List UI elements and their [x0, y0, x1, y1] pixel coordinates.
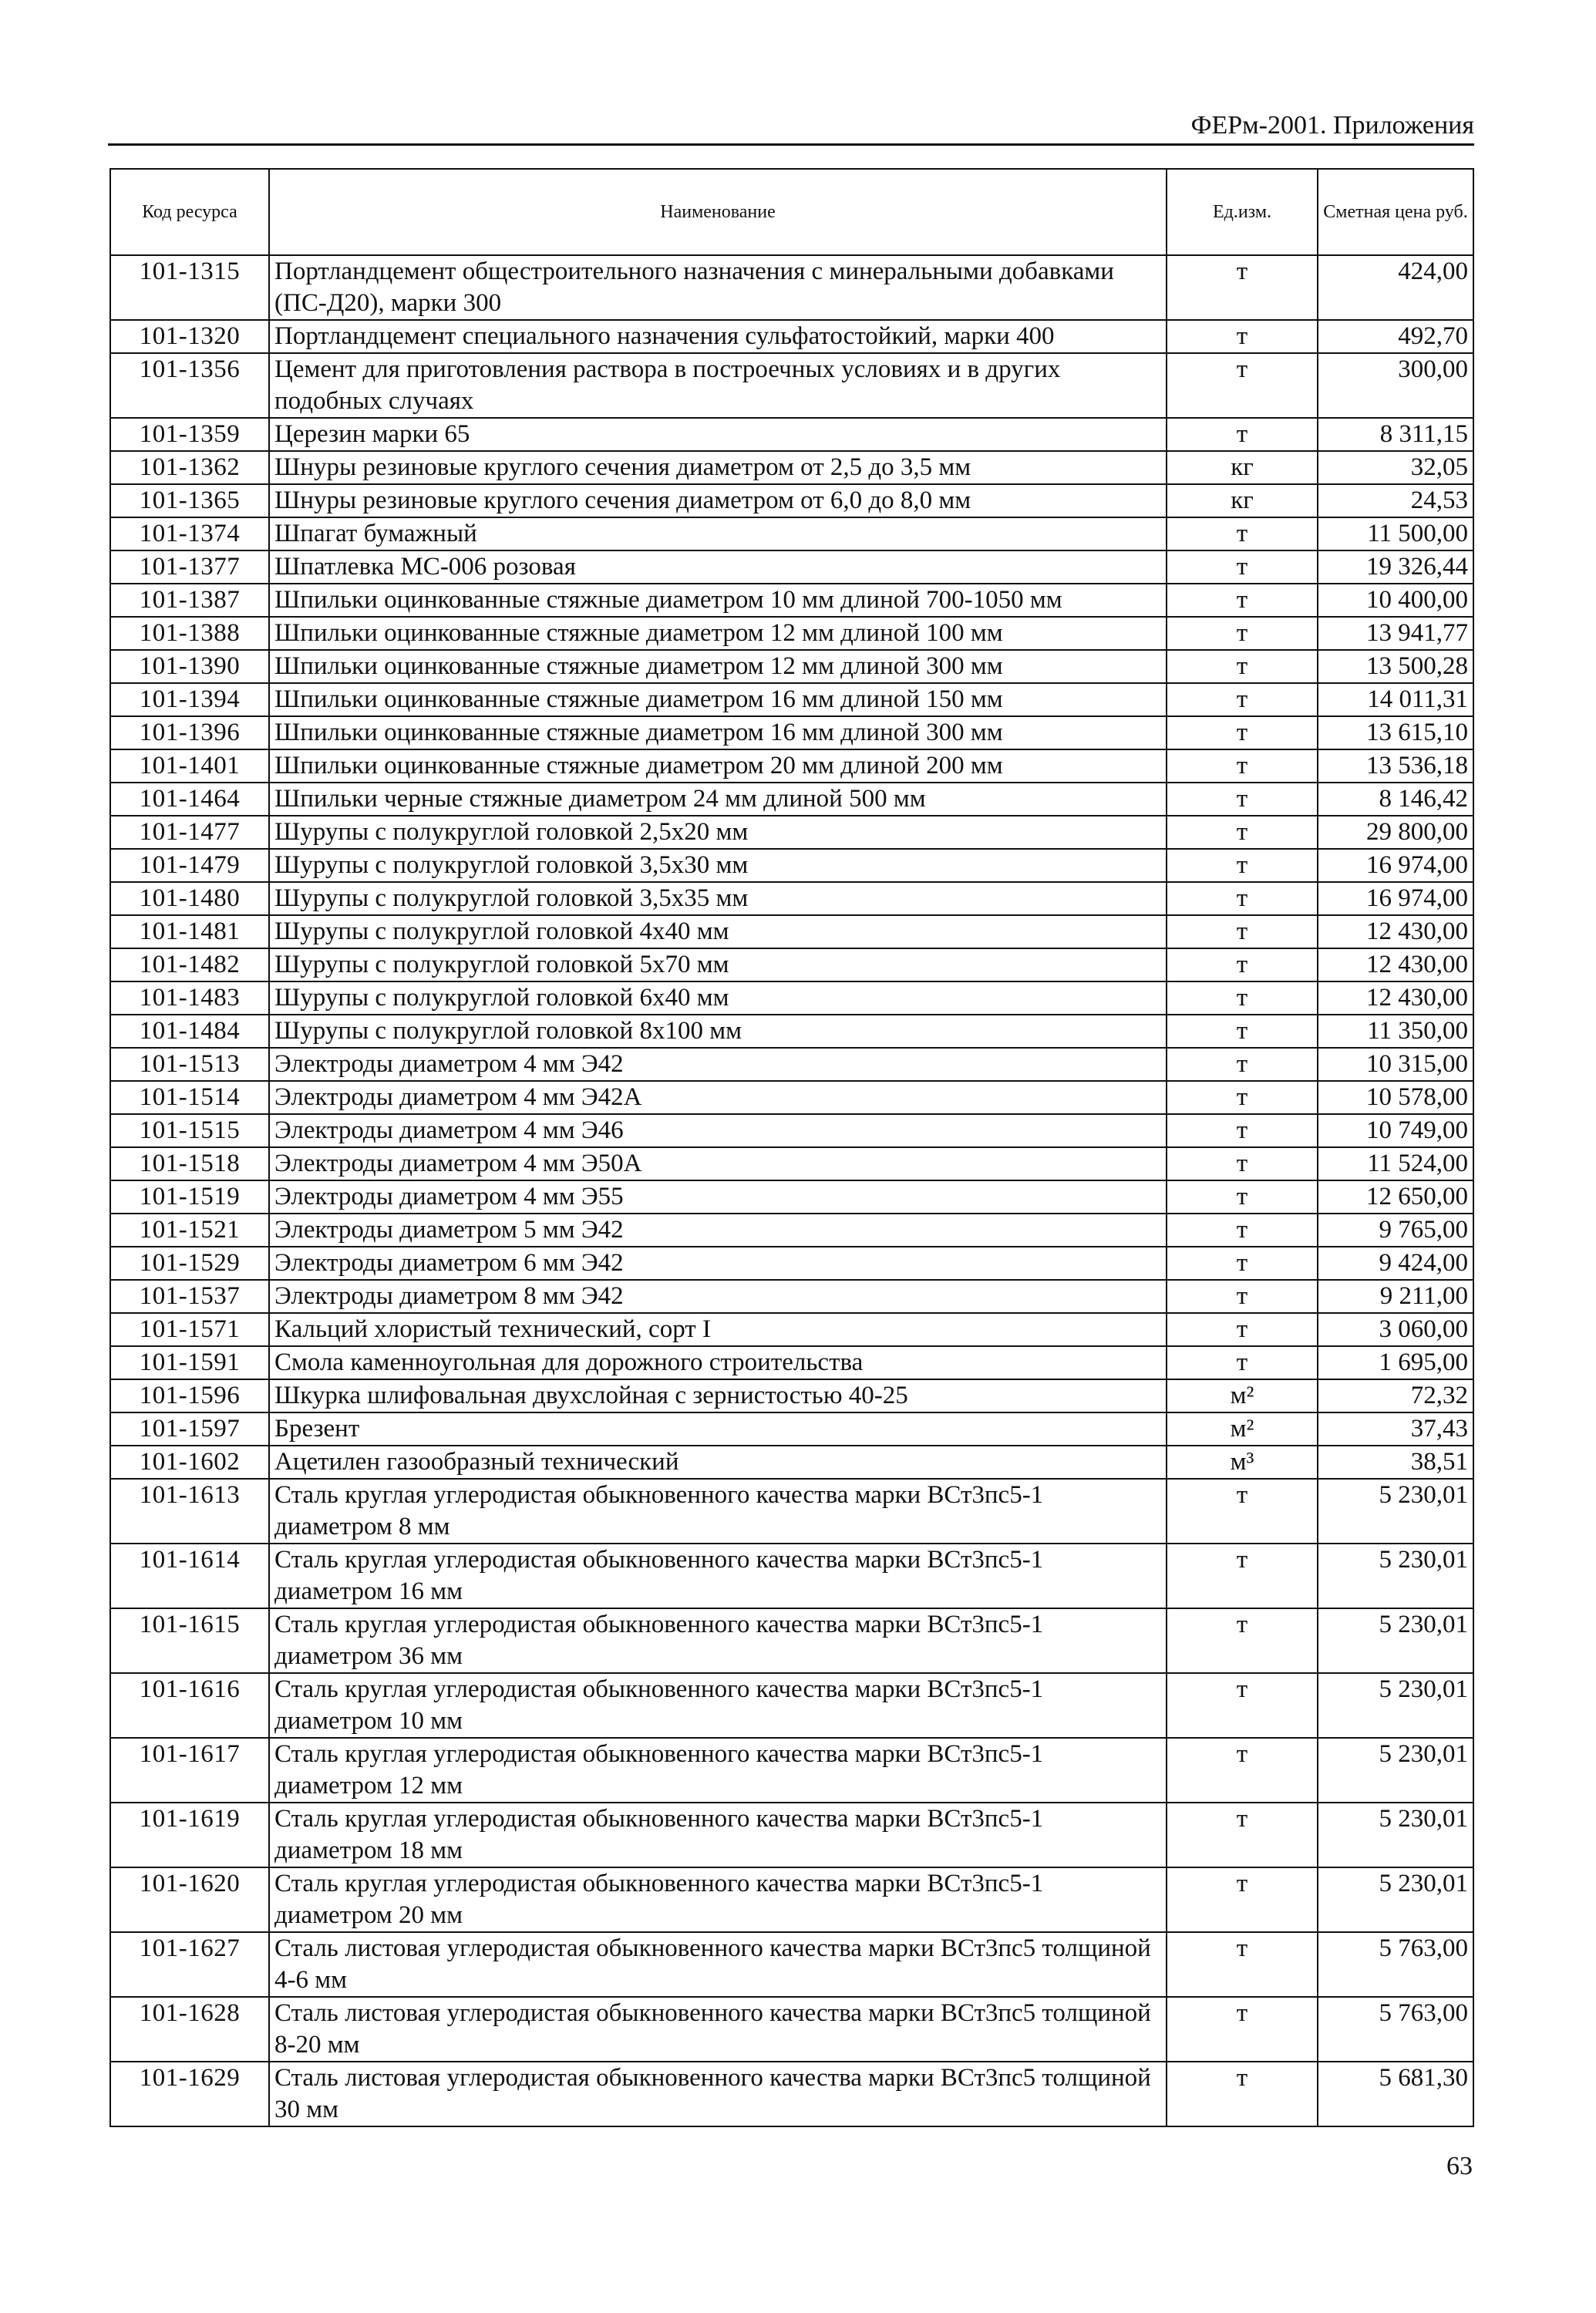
- cell-name: Шпатлевка МС-006 розовая: [269, 550, 1167, 584]
- cell-price: 1 695,00: [1318, 1346, 1473, 1379]
- column-header-unit: Ед.изм.: [1167, 169, 1318, 255]
- cell-name: Сталь круглая углеродистая обыкновенного качества марки ВСт3пс5-1 диаметром 36 мм: [269, 1608, 1167, 1673]
- cell-unit: т: [1167, 981, 1318, 1015]
- cell-code: 101-1518: [110, 1147, 269, 1180]
- cell-unit: т: [1167, 1673, 1318, 1738]
- cell-name: Шнуры резиновые круглого сечения диаметром от 6,0 до 8,0 мм: [269, 484, 1167, 517]
- cell-code: 101-1514: [110, 1081, 269, 1114]
- table-row: [110, 320, 1473, 353]
- cell-code: 101-1482: [110, 948, 269, 981]
- cell-price: 16 974,00: [1318, 849, 1473, 882]
- cell-code: 101-1315: [110, 255, 269, 320]
- cell-unit: т: [1167, 1738, 1318, 1803]
- cell-code: 101-1390: [110, 650, 269, 683]
- cell-code: 101-1387: [110, 584, 269, 617]
- cell-name: Брезент: [269, 1412, 1167, 1446]
- cell-name: Шпильки оцинкованные стяжные диаметром 10 мм длиной 700-1050 мм: [269, 584, 1167, 617]
- cell-unit: т: [1167, 584, 1318, 617]
- cell-unit: т: [1167, 353, 1318, 418]
- table-row: [110, 816, 1473, 849]
- cell-price: 13 615,10: [1318, 716, 1473, 749]
- table-row: [110, 849, 1473, 882]
- cell-code: 101-1619: [110, 1803, 269, 1867]
- cell-name: Электроды диаметром 4 мм Э50А: [269, 1147, 1167, 1180]
- cell-code: 101-1628: [110, 1997, 269, 2062]
- cell-name: Шпагат бумажный: [269, 517, 1167, 550]
- cell-code: 101-1616: [110, 1673, 269, 1738]
- table-row: [110, 915, 1473, 948]
- cell-code: 101-1620: [110, 1867, 269, 1932]
- cell-name: Электроды диаметром 5 мм Э42: [269, 1214, 1167, 1247]
- table-row: [110, 255, 1473, 320]
- cell-name: Цемент для приготовления раствора в построечных условиях и в других подобных случаях: [269, 353, 1167, 418]
- table-row: [110, 1346, 1473, 1379]
- table-row: [110, 1544, 1473, 1608]
- table-row: [110, 484, 1473, 517]
- cell-price: 19 326,44: [1318, 550, 1473, 584]
- table-row: [110, 1247, 1473, 1280]
- cell-name: Шпильки оцинкованные стяжные диаметром 12 мм длиной 300 мм: [269, 650, 1167, 683]
- table-row: [110, 749, 1473, 783]
- column-header-price: Сметная цена руб.: [1318, 169, 1473, 255]
- cell-name: Электроды диаметром 6 мм Э42: [269, 1247, 1167, 1280]
- cell-name: Сталь круглая углеродистая обыкновенного качества марки ВСт3пс5-1 диаметром 8 мм: [269, 1479, 1167, 1544]
- table-row: [110, 948, 1473, 981]
- table-body: [110, 255, 1473, 2126]
- cell-price: 10 400,00: [1318, 584, 1473, 617]
- cell-code: 101-1464: [110, 783, 269, 816]
- table-row: [110, 1214, 1473, 1247]
- table-row: [110, 1803, 1473, 1867]
- cell-unit: т: [1167, 716, 1318, 749]
- cell-unit: т: [1167, 418, 1318, 451]
- cell-price: 492,70: [1318, 320, 1473, 353]
- cell-code: 101-1529: [110, 1247, 269, 1280]
- cell-name: Церезин марки 65: [269, 418, 1167, 451]
- cell-code: 101-1537: [110, 1280, 269, 1313]
- cell-name: Шпильки оцинкованные стяжные диаметром 16 мм длиной 150 мм: [269, 683, 1167, 716]
- cell-name: Сталь круглая углеродистая обыкновенного качества марки ВСт3пс5-1 диаметром 18 мм: [269, 1803, 1167, 1867]
- cell-code: 101-1519: [110, 1180, 269, 1214]
- table-row: [110, 1997, 1473, 2062]
- cell-price: 38,51: [1318, 1446, 1473, 1479]
- cell-name: Ацетилен газообразный технический: [269, 1446, 1167, 1479]
- cell-unit: т: [1167, 550, 1318, 584]
- cell-price: 5 230,01: [1318, 1608, 1473, 1673]
- table-row: [110, 353, 1473, 418]
- cell-name: Портландцемент общестроительного назначения с минеральными добавками (ПС-Д20), марки 300: [269, 255, 1167, 320]
- cell-name: Сталь листовая углеродистая обыкновенного качества марки ВСт3пс5 толщиной 30 мм: [269, 2062, 1167, 2126]
- cell-unit: т: [1167, 1544, 1318, 1608]
- cell-unit: т: [1167, 1048, 1318, 1081]
- cell-code: 101-1484: [110, 1015, 269, 1048]
- cell-price: 8 311,15: [1318, 418, 1473, 451]
- cell-unit: т: [1167, 749, 1318, 783]
- cell-name: Сталь листовая углеродистая обыкновенного качества марки ВСт3пс5 толщиной 4-6 мм: [269, 1932, 1167, 1997]
- cell-name: Шурупы с полукруглой головкой 5х70 мм: [269, 948, 1167, 981]
- cell-name: Шпильки оцинкованные стяжные диаметром 20 мм длиной 200 мм: [269, 749, 1167, 783]
- cell-code: 101-1477: [110, 816, 269, 849]
- table-row: [110, 1867, 1473, 1932]
- cell-price: 12 430,00: [1318, 981, 1473, 1015]
- cell-name: Сталь круглая углеродистая обыкновенного качества марки ВСт3пс5-1 диаметром 10 мм: [269, 1673, 1167, 1738]
- cell-unit: т: [1167, 1147, 1318, 1180]
- cell-code: 101-1356: [110, 353, 269, 418]
- cell-unit: т: [1167, 320, 1318, 353]
- table-row: [110, 650, 1473, 683]
- cell-name: Кальций хлористый технический, сорт I: [269, 1313, 1167, 1346]
- cell-unit: т: [1167, 849, 1318, 882]
- cell-code: 101-1602: [110, 1446, 269, 1479]
- table-row: [110, 2062, 1473, 2126]
- table-row: [110, 1081, 1473, 1114]
- cell-name: Шурупы с полукруглой головкой 2,5х20 мм: [269, 816, 1167, 849]
- cell-unit: т: [1167, 617, 1318, 650]
- table-row: [110, 418, 1473, 451]
- running-header: [108, 108, 1474, 146]
- cell-name: Шурупы с полукруглой головкой 8х100 мм: [269, 1015, 1167, 1048]
- cell-name: Шурупы с полукруглой головкой 6х40 мм: [269, 981, 1167, 1015]
- cell-code: 101-1615: [110, 1608, 269, 1673]
- cell-name: Портландцемент специального назначения сульфатостойкий, марки 400: [269, 320, 1167, 353]
- cell-unit: т: [1167, 2062, 1318, 2126]
- cell-unit: т: [1167, 1867, 1318, 1932]
- page-number: 63: [1446, 2152, 1473, 2180]
- table-row: [110, 1738, 1473, 1803]
- cell-name: Электроды диаметром 4 мм Э42: [269, 1048, 1167, 1081]
- cell-unit: т: [1167, 1479, 1318, 1544]
- cell-unit: т: [1167, 1803, 1318, 1867]
- cell-code: 101-1627: [110, 1932, 269, 1997]
- cell-price: 12 430,00: [1318, 915, 1473, 948]
- cell-name: Электроды диаметром 4 мм Э42А: [269, 1081, 1167, 1114]
- table-row: [110, 1608, 1473, 1673]
- cell-unit: т: [1167, 948, 1318, 981]
- cell-name: Сталь круглая углеродистая обыкновенного качества марки ВСт3пс5-1 диаметром 20 мм: [269, 1867, 1167, 1932]
- cell-name: Электроды диаметром 4 мм Э46: [269, 1114, 1167, 1147]
- table-row: [110, 1015, 1473, 1048]
- cell-code: 101-1320: [110, 320, 269, 353]
- table-row: [110, 1313, 1473, 1346]
- cell-code: 101-1521: [110, 1214, 269, 1247]
- cell-price: 12 430,00: [1318, 948, 1473, 981]
- cell-price: 13 500,28: [1318, 650, 1473, 683]
- cell-code: 101-1481: [110, 915, 269, 948]
- column-header-name: Наименование: [269, 169, 1167, 255]
- column-header-code: Код ресурса: [110, 169, 269, 255]
- cell-price: 5 681,30: [1318, 2062, 1473, 2126]
- cell-price: 24,53: [1318, 484, 1473, 517]
- cell-price: 424,00: [1318, 255, 1473, 320]
- table-row: [110, 584, 1473, 617]
- cell-name: Смола каменноугольная для дорожного строительства: [269, 1346, 1167, 1379]
- table-row: [110, 1048, 1473, 1081]
- cell-unit: т: [1167, 1247, 1318, 1280]
- cell-code: 101-1515: [110, 1114, 269, 1147]
- cell-unit: т: [1167, 1997, 1318, 2062]
- table-row: [110, 617, 1473, 650]
- table-row: [110, 1114, 1473, 1147]
- cell-name: Шурупы с полукруглой головкой 4х40 мм: [269, 915, 1167, 948]
- resource-table-wrapper: [109, 168, 1473, 2127]
- cell-unit: т: [1167, 1015, 1318, 1048]
- cell-code: 101-1614: [110, 1544, 269, 1608]
- cell-name: Сталь листовая углеродистая обыкновенного качества марки ВСт3пс5 толщиной 8-20 мм: [269, 1997, 1167, 2062]
- table-header-row: [110, 169, 1473, 255]
- table-row: [110, 716, 1473, 749]
- cell-price: 3 060,00: [1318, 1313, 1473, 1346]
- cell-code: 101-1365: [110, 484, 269, 517]
- cell-price: 11 524,00: [1318, 1147, 1473, 1180]
- cell-unit: т: [1167, 255, 1318, 320]
- cell-price: 5 230,01: [1318, 1867, 1473, 1932]
- table-row: [110, 882, 1473, 915]
- cell-code: 101-1359: [110, 418, 269, 451]
- cell-name: Шурупы с полукруглой головкой 3,5х35 мм: [269, 882, 1167, 915]
- cell-price: 5 230,01: [1318, 1738, 1473, 1803]
- cell-price: 5 230,01: [1318, 1803, 1473, 1867]
- cell-code: 101-1394: [110, 683, 269, 716]
- cell-unit: т: [1167, 1313, 1318, 1346]
- cell-price: 16 974,00: [1318, 882, 1473, 915]
- cell-code: 101-1571: [110, 1313, 269, 1346]
- cell-price: 29 800,00: [1318, 816, 1473, 849]
- cell-name: Шпильки оцинкованные стяжные диаметром 16 мм длиной 300 мм: [269, 716, 1167, 749]
- table-row: [110, 981, 1473, 1015]
- cell-price: 5 230,01: [1318, 1673, 1473, 1738]
- cell-unit: т: [1167, 1114, 1318, 1147]
- cell-price: 11 350,00: [1318, 1015, 1473, 1048]
- cell-price: 8 146,42: [1318, 783, 1473, 816]
- cell-price: 13 536,18: [1318, 749, 1473, 783]
- cell-unit: т: [1167, 1280, 1318, 1313]
- cell-unit: т: [1167, 915, 1318, 948]
- cell-price: 9 211,00: [1318, 1280, 1473, 1313]
- cell-price: 10 315,00: [1318, 1048, 1473, 1081]
- running-title: ФЕРм-2001. Приложения: [1190, 111, 1474, 140]
- table-row: [110, 1280, 1473, 1313]
- cell-unit: т: [1167, 783, 1318, 816]
- cell-unit: кг: [1167, 451, 1318, 484]
- cell-code: 101-1596: [110, 1379, 269, 1412]
- cell-unit: т: [1167, 1608, 1318, 1673]
- cell-unit: т: [1167, 1081, 1318, 1114]
- cell-code: 101-1401: [110, 749, 269, 783]
- cell-unit: т: [1167, 650, 1318, 683]
- table-row: [110, 451, 1473, 484]
- table-row: [110, 1932, 1473, 1997]
- cell-name: Шпильки оцинкованные стяжные диаметром 12 мм длиной 100 мм: [269, 617, 1167, 650]
- cell-code: 101-1377: [110, 550, 269, 584]
- cell-unit: т: [1167, 1180, 1318, 1214]
- cell-code: 101-1629: [110, 2062, 269, 2126]
- cell-code: 101-1480: [110, 882, 269, 915]
- cell-price: 37,43: [1318, 1412, 1473, 1446]
- cell-price: 14 011,31: [1318, 683, 1473, 716]
- table-row: [110, 517, 1473, 550]
- cell-code: 101-1388: [110, 617, 269, 650]
- cell-unit: м²: [1167, 1412, 1318, 1446]
- table-row: [110, 1180, 1473, 1214]
- cell-unit: т: [1167, 517, 1318, 550]
- cell-price: 11 500,00: [1318, 517, 1473, 550]
- cell-price: 13 941,77: [1318, 617, 1473, 650]
- cell-code: 101-1591: [110, 1346, 269, 1379]
- cell-unit: м³: [1167, 1446, 1318, 1479]
- cell-price: 32,05: [1318, 451, 1473, 484]
- cell-price: 5 230,01: [1318, 1479, 1473, 1544]
- resource-price-table: [109, 168, 1474, 2127]
- cell-name: Сталь круглая углеродистая обыкновенного качества марки ВСт3пс5-1 диаметром 16 мм: [269, 1544, 1167, 1608]
- table-row: [110, 783, 1473, 816]
- cell-unit: т: [1167, 816, 1318, 849]
- cell-code: 101-1483: [110, 981, 269, 1015]
- cell-price: 9 424,00: [1318, 1247, 1473, 1280]
- table-row: [110, 683, 1473, 716]
- cell-code: 101-1613: [110, 1479, 269, 1544]
- table-row: [110, 1479, 1473, 1544]
- cell-price: 9 765,00: [1318, 1214, 1473, 1247]
- table-row: [110, 1412, 1473, 1446]
- table-row: [110, 1446, 1473, 1479]
- cell-code: 101-1374: [110, 517, 269, 550]
- cell-price: 10 578,00: [1318, 1081, 1473, 1114]
- cell-name: Шнуры резиновые круглого сечения диаметром от 2,5 до 3,5 мм: [269, 451, 1167, 484]
- cell-price: 72,32: [1318, 1379, 1473, 1412]
- cell-code: 101-1362: [110, 451, 269, 484]
- cell-unit: м²: [1167, 1379, 1318, 1412]
- cell-code: 101-1396: [110, 716, 269, 749]
- cell-unit: кг: [1167, 484, 1318, 517]
- cell-name: Электроды диаметром 8 мм Э42: [269, 1280, 1167, 1313]
- cell-code: 101-1597: [110, 1412, 269, 1446]
- cell-price: 12 650,00: [1318, 1180, 1473, 1214]
- cell-unit: т: [1167, 1932, 1318, 1997]
- cell-price: 5 763,00: [1318, 1997, 1473, 2062]
- cell-name: Шурупы с полукруглой головкой 3,5х30 мм: [269, 849, 1167, 882]
- cell-unit: т: [1167, 1214, 1318, 1247]
- table-row: [110, 1379, 1473, 1412]
- cell-code: 101-1617: [110, 1738, 269, 1803]
- cell-unit: т: [1167, 882, 1318, 915]
- cell-name: Шпильки черные стяжные диаметром 24 мм длиной 500 мм: [269, 783, 1167, 816]
- cell-price: 10 749,00: [1318, 1114, 1473, 1147]
- cell-price: 5 230,01: [1318, 1544, 1473, 1608]
- cell-name: Сталь круглая углеродистая обыкновенного качества марки ВСт3пс5-1 диаметром 12 мм: [269, 1738, 1167, 1803]
- cell-code: 101-1479: [110, 849, 269, 882]
- table-row: [110, 1673, 1473, 1738]
- table-row: [110, 1147, 1473, 1180]
- cell-code: 101-1513: [110, 1048, 269, 1081]
- cell-price: 300,00: [1318, 353, 1473, 418]
- cell-unit: т: [1167, 1346, 1318, 1379]
- cell-price: 5 763,00: [1318, 1932, 1473, 1997]
- table-row: [110, 550, 1473, 584]
- cell-name: Электроды диаметром 4 мм Э55: [269, 1180, 1167, 1214]
- cell-unit: т: [1167, 683, 1318, 716]
- cell-name: Шкурка шлифовальная двухслойная с зернистостью 40-25: [269, 1379, 1167, 1412]
